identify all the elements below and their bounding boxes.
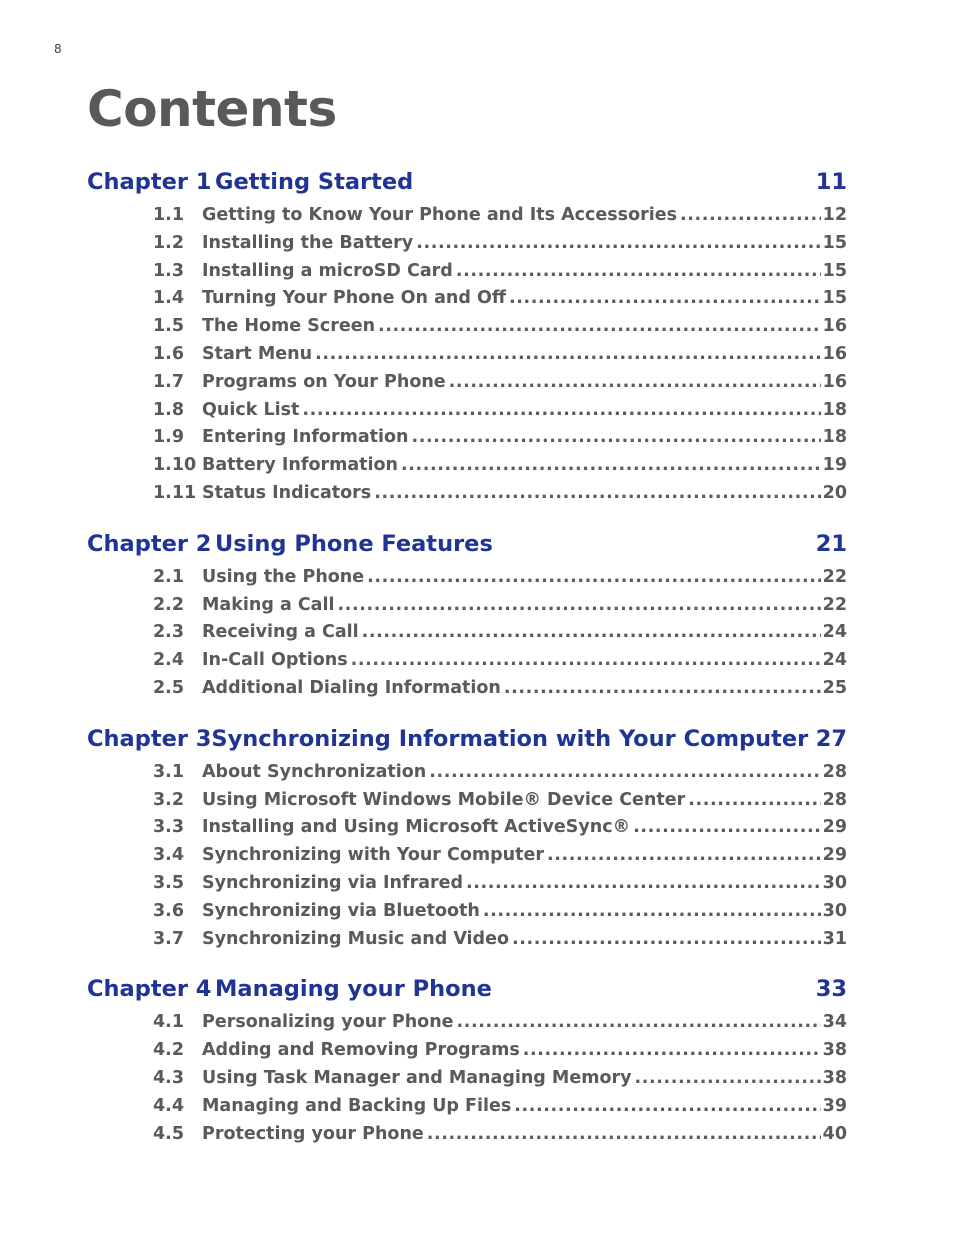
dot-leader — [512, 926, 821, 954]
section-number: 2.1 — [153, 566, 185, 587]
section-number: 3.3 — [153, 817, 185, 838]
section-number: 2.5 — [153, 677, 185, 698]
section-number: 3.4 — [153, 845, 185, 866]
section-page: 28 — [822, 789, 847, 810]
dot-leader — [680, 202, 821, 230]
section-page: 34 — [822, 1012, 847, 1033]
chapter-title: Using Phone Features — [215, 530, 493, 557]
chapter-page: 21 — [815, 530, 847, 557]
toc-entry[interactable] — [87, 1121, 847, 1149]
dot-leader — [416, 230, 820, 258]
section-number: 1.1 — [153, 205, 185, 225]
chapter-heading[interactable] — [87, 969, 847, 1009]
chapter-label: Chapter 1 — [87, 169, 212, 195]
section-title: Personalizing your Phone — [202, 1012, 454, 1033]
section-title: Quick List — [202, 399, 300, 420]
section-page: 25 — [822, 677, 847, 698]
chapter-page: 11 — [815, 169, 847, 195]
section-page: 30 — [822, 872, 847, 893]
dot-leader — [338, 592, 821, 620]
dot-leader — [315, 341, 821, 369]
toc-entry[interactable] — [87, 898, 847, 926]
toc-entry[interactable] — [87, 230, 847, 258]
section-page: 16 — [822, 343, 847, 364]
chapter-title: Managing your Phone — [215, 976, 492, 1003]
section-number: 3.7 — [153, 928, 185, 949]
section-title: Synchronizing via Infrared — [202, 872, 464, 893]
chapter-page: 33 — [815, 976, 847, 1003]
section-page: 29 — [822, 845, 847, 866]
section-title: Programs on Your Phone — [202, 371, 446, 392]
section-page: 15 — [822, 288, 847, 309]
dot-leader — [411, 424, 820, 452]
toc-entry[interactable] — [87, 1009, 847, 1037]
section-number: 4.4 — [153, 1095, 185, 1116]
chapter-heading[interactable] — [87, 524, 847, 564]
section-number: 1.2 — [153, 232, 185, 253]
section-page: 22 — [822, 566, 847, 587]
toc-entry[interactable] — [87, 369, 847, 397]
chapter-label: Chapter 3 — [87, 725, 212, 752]
section-title: Managing and Backing Up Files — [202, 1095, 512, 1116]
section-page: 29 — [822, 817, 847, 838]
section-title: Synchronizing Music and Video — [202, 928, 509, 949]
page-title: Contents — [87, 80, 337, 138]
section-title: The Home Screen — [202, 316, 376, 337]
toc-entry[interactable] — [87, 842, 847, 870]
dot-leader — [514, 1093, 820, 1121]
section-page: 15 — [822, 232, 847, 253]
section-page: 16 — [822, 316, 847, 337]
chapter-spacer — [87, 953, 847, 969]
section-number: 2.4 — [153, 650, 185, 671]
dot-leader — [635, 1065, 821, 1093]
toc-entry[interactable] — [87, 424, 847, 452]
dot-leader — [547, 842, 821, 870]
toc-entry[interactable] — [87, 1065, 847, 1093]
section-page: 28 — [822, 761, 847, 782]
dot-leader — [523, 1037, 821, 1065]
toc-entry[interactable] — [87, 313, 847, 341]
dot-leader — [302, 397, 820, 425]
section-title: Installing a microSD Card — [202, 260, 453, 281]
dot-leader — [466, 870, 821, 898]
chapter-title: Synchronizing Information with Your Computer — [211, 725, 809, 752]
section-title: Installing and Using Microsoft ActiveSync® — [202, 817, 631, 838]
dot-leader — [427, 1121, 821, 1149]
toc-entry[interactable] — [87, 1037, 847, 1065]
section-page: 15 — [822, 260, 847, 281]
dot-leader — [351, 647, 821, 675]
section-title: Installing the Battery — [202, 232, 414, 253]
chapter-label: Chapter 4 — [87, 976, 212, 1003]
section-title: Using Task Manager and Managing Memory — [202, 1067, 632, 1088]
chapter-page: 27 — [815, 725, 847, 752]
section-page: 40 — [822, 1123, 847, 1144]
toc-entry[interactable] — [87, 1093, 847, 1121]
toc-entry[interactable] — [87, 647, 847, 675]
section-title: Using Microsoft Windows Mobile® Device Center — [202, 789, 686, 810]
dot-leader — [504, 675, 821, 703]
section-title: Adding and Removing Programs — [202, 1040, 520, 1061]
dot-leader — [633, 814, 821, 842]
toc-entry[interactable] — [87, 759, 847, 787]
dot-leader — [449, 369, 821, 397]
section-page: 38 — [822, 1040, 847, 1061]
section-number: 3.1 — [153, 761, 185, 782]
toc-entry[interactable] — [87, 787, 847, 815]
dot-leader — [457, 1009, 821, 1037]
section-number: 3.5 — [153, 872, 185, 893]
section-number: 1.8 — [153, 399, 185, 420]
section-number: 1.11 — [153, 482, 197, 503]
section-page: 24 — [822, 650, 847, 671]
section-number: 4.3 — [153, 1067, 185, 1088]
section-page: 30 — [822, 900, 847, 921]
section-page: 22 — [822, 594, 847, 615]
section-number: 4.2 — [153, 1040, 185, 1061]
chapter-block — [87, 969, 847, 1148]
section-number: 1.5 — [153, 316, 185, 337]
section-page: 20 — [822, 482, 847, 503]
section-number: 1.4 — [153, 288, 185, 309]
toc-entry[interactable] — [87, 564, 847, 592]
section-title: Receiving a Call — [202, 622, 359, 643]
chapter-block — [87, 719, 847, 954]
section-page: 16 — [822, 371, 847, 392]
section-title: Synchronizing via Bluetooth — [202, 900, 480, 921]
toc-entry[interactable] — [87, 452, 847, 480]
section-number: 1.7 — [153, 371, 185, 392]
section-title: Battery Information — [202, 455, 399, 476]
section-title: Getting to Know Your Phone and Its Accessories — [202, 205, 678, 225]
section-number: 3.2 — [153, 789, 185, 810]
section-title: Using the Phone — [202, 566, 365, 587]
dot-leader — [509, 285, 821, 313]
chapter-block — [87, 524, 847, 703]
chapter-heading[interactable] — [87, 719, 847, 759]
section-number: 1.3 — [153, 260, 185, 281]
section-page: 39 — [822, 1095, 847, 1116]
toc-entry[interactable] — [87, 870, 847, 898]
toc-entry[interactable] — [87, 926, 847, 954]
section-title: Start Menu — [202, 343, 313, 364]
section-number: 2.3 — [153, 622, 185, 643]
section-number: 4.1 — [153, 1012, 185, 1033]
toc-entry[interactable] — [87, 592, 847, 620]
section-page: 38 — [822, 1067, 847, 1088]
page-number: 8 — [54, 42, 62, 56]
section-number: 2.2 — [153, 594, 185, 615]
toc-entry[interactable] — [87, 675, 847, 703]
dot-leader — [374, 480, 820, 508]
section-title: Making a Call — [202, 594, 335, 615]
dot-leader — [401, 452, 821, 480]
chapter-heading[interactable] — [87, 162, 847, 202]
toc-entry[interactable] — [87, 258, 847, 286]
section-page: 18 — [822, 427, 847, 448]
section-page: 31 — [822, 928, 847, 949]
section-title: Turning Your Phone On and Off — [202, 288, 507, 309]
section-page: 19 — [822, 455, 847, 476]
dot-leader — [456, 258, 821, 286]
section-title: Status Indicators — [202, 482, 372, 503]
chapter-spacer — [87, 508, 847, 524]
dot-leader — [378, 313, 821, 341]
dot-leader — [362, 619, 821, 647]
chapter-spacer — [87, 703, 847, 719]
chapter-label: Chapter 2 — [87, 530, 212, 557]
section-page: 12 — [822, 205, 847, 225]
section-title: Entering Information — [202, 427, 409, 448]
chapter-title: Getting Started — [215, 169, 414, 195]
section-title: About Synchronization — [202, 761, 427, 782]
dot-leader — [429, 759, 820, 787]
dot-leader — [367, 564, 821, 592]
section-title: Synchronizing with Your Computer — [202, 845, 544, 866]
toc-entry[interactable] — [87, 814, 847, 842]
toc-entry[interactable] — [87, 202, 847, 230]
toc-entry[interactable] — [87, 285, 847, 313]
dot-leader — [483, 898, 821, 926]
toc-entry[interactable] — [87, 341, 847, 369]
section-page: 18 — [822, 399, 847, 420]
dot-leader — [688, 787, 820, 815]
section-number: 3.6 — [153, 900, 185, 921]
section-page: 24 — [822, 622, 847, 643]
toc-entry[interactable] — [87, 480, 847, 508]
section-number: 4.5 — [153, 1123, 185, 1144]
chapter-block — [87, 162, 847, 508]
toc-entry[interactable] — [87, 397, 847, 425]
section-title: In-Call Options — [202, 650, 348, 671]
section-number: 1.10 — [153, 455, 197, 476]
table-of-contents — [87, 162, 847, 1148]
toc-entry[interactable] — [87, 619, 847, 647]
section-title: Protecting your Phone — [202, 1123, 424, 1144]
section-number: 1.6 — [153, 343, 185, 364]
section-number: 1.9 — [153, 427, 185, 448]
section-title: Additional Dialing Information — [202, 677, 501, 698]
